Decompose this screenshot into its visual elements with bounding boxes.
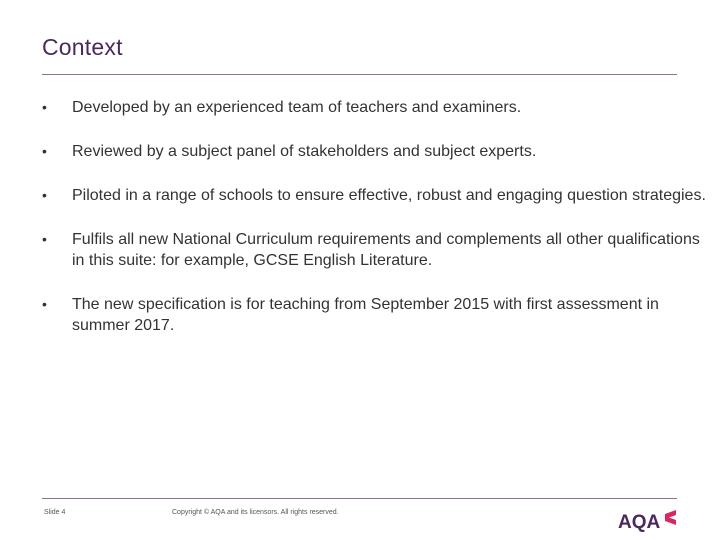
bullet-icon: • [42,231,47,247]
bullet-icon: • [42,296,47,312]
bullet-icon: • [42,99,47,115]
title-divider [42,74,677,75]
footer-divider [42,498,677,499]
slide-title: Context [42,34,123,60]
slide-number: Slide 4 [44,509,66,516]
aqa-logo-mark-icon [665,510,676,525]
aqa-logo [618,508,678,532]
bullet-text: The new specification is for teaching from September 2015 with first assessment in summer 2017. [72,296,659,334]
copyright-notice: Copyright © AQA and its licensors. All rights reserved. [172,509,339,516]
bullet-item [42,97,712,118]
bullet-icon: • [42,143,47,159]
bullet-item [42,141,712,162]
bullet-text: Developed by an experienced team of teachers and examiners. [72,99,522,116]
bullet-item [42,294,712,336]
aqa-logo-text: AQA [618,512,661,532]
bullet-icon: • [42,187,47,203]
bullet-list [42,97,712,359]
bullet-text: Fulfils all new National Curriculum requirements and complements all other qualifications in this suite: for example, GCSE English Literature. [72,231,700,269]
bullet-text: Piloted in a range of schools to ensure effective, robust and engaging question strategies. [72,187,706,204]
bullet-item [42,185,712,206]
bullet-item [42,229,712,271]
bullet-text: Reviewed by a subject panel of stakeholders and subject experts. [72,143,537,160]
